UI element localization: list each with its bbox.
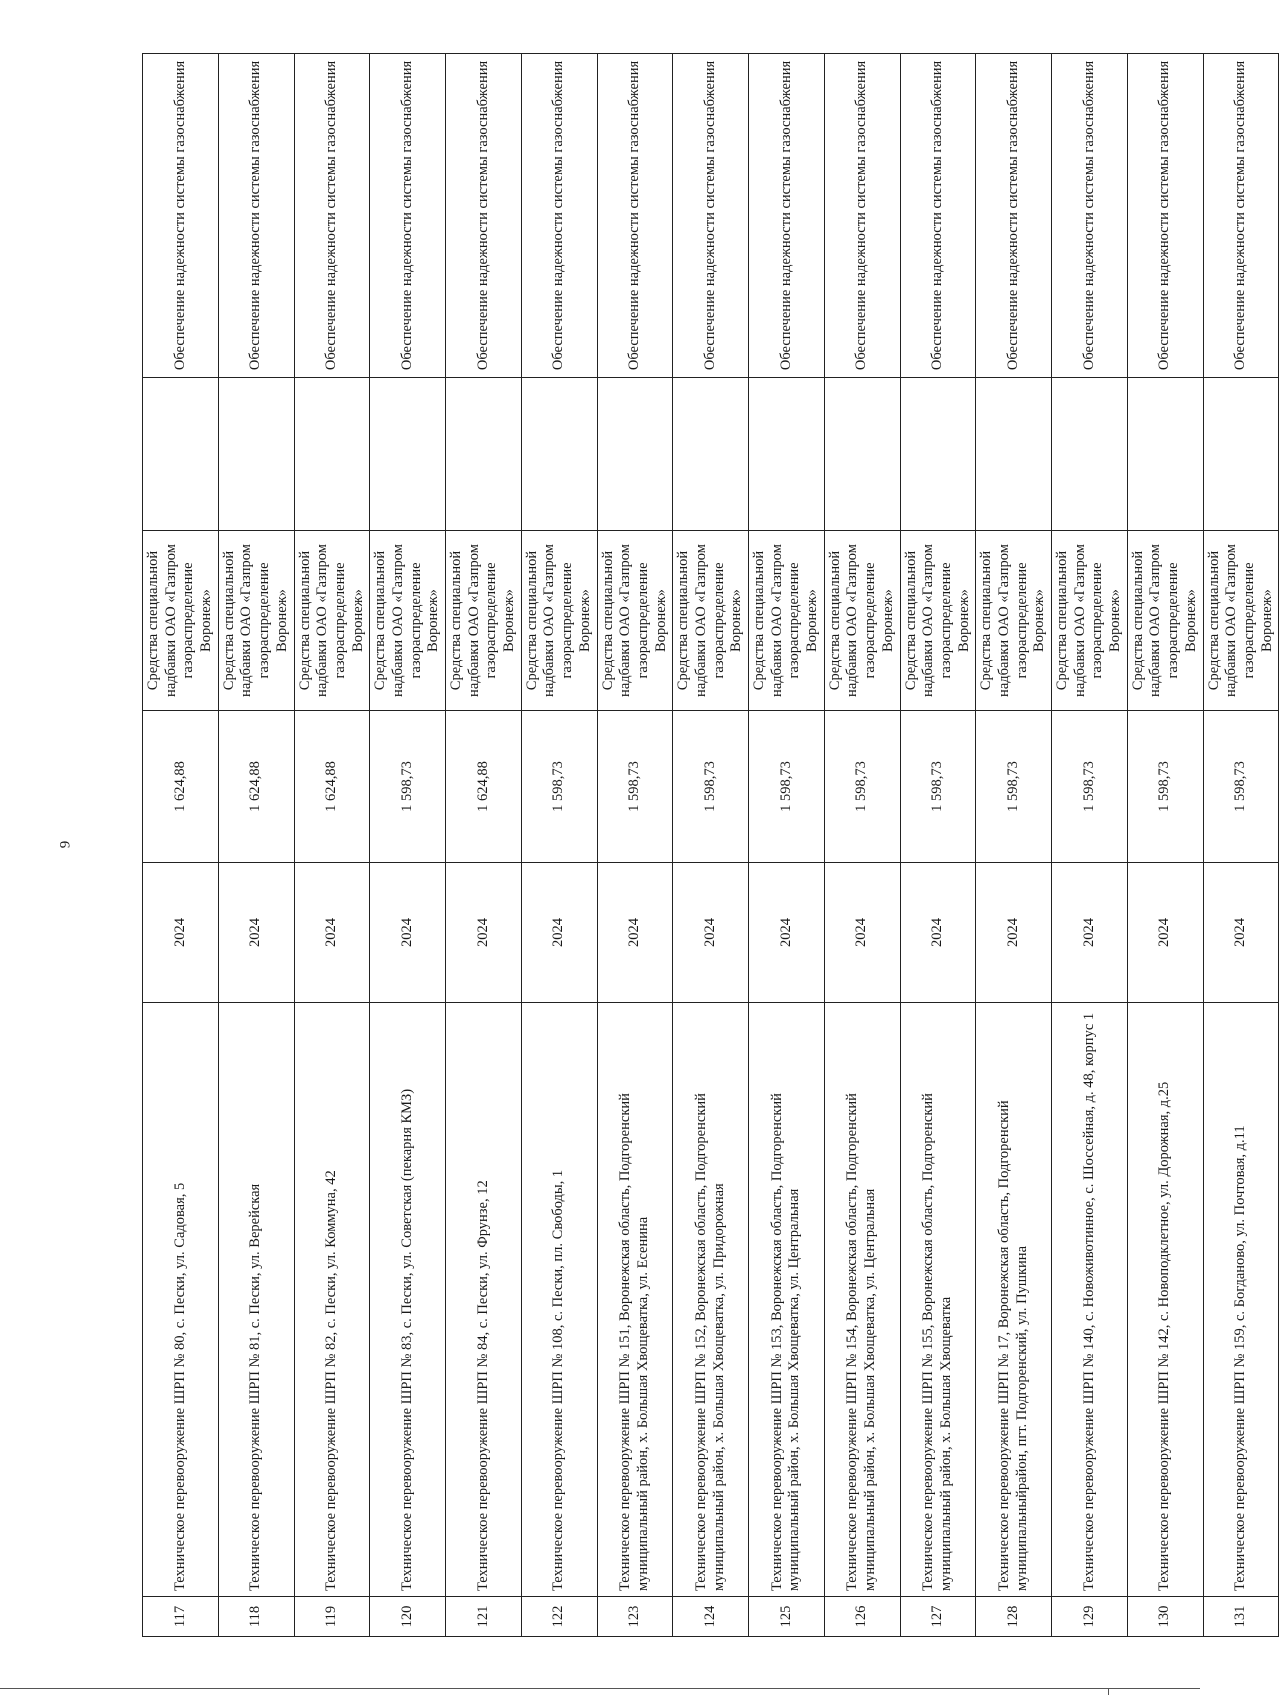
table-row <box>1127 54 1203 1637</box>
cell-blank <box>1203 378 1279 531</box>
cell-amt: 1 624,88 <box>218 711 294 863</box>
cell-purp: Обеспечение надежности системы газоснабжения <box>446 54 522 378</box>
table-row <box>446 54 522 1637</box>
cell-purp: Обеспечение надежности системы газоснабжения <box>824 54 900 378</box>
cell-src: Средства специальной надбавки ОАО «Газпром газораспределение Воронеж» <box>446 531 522 711</box>
cell-num: 131 <box>1203 1597 1279 1637</box>
table-row <box>521 54 597 1637</box>
table-row <box>1052 54 1128 1637</box>
table-row <box>143 54 219 1637</box>
cell-num: 125 <box>749 1597 825 1637</box>
cell-blank <box>521 378 597 531</box>
cell-amt: 1 598,73 <box>1203 711 1279 863</box>
table-body <box>143 54 1279 1637</box>
cell-num: 126 <box>824 1597 900 1637</box>
cell-blank <box>143 378 219 531</box>
table-row <box>597 54 673 1637</box>
cell-amt: 1 598,73 <box>370 711 446 863</box>
cell-blank <box>597 378 673 531</box>
cell-blank <box>294 378 370 531</box>
cell-purp: Обеспечение надежности системы газоснабжения <box>900 54 976 378</box>
cell-desc: Техническое перевооружение ШРП № 80, с. Пески, ул. Садовая, 5 <box>143 1003 219 1597</box>
cell-desc: Техническое перевооружение ШРП № 140, с. Новоживотинное, с. Шоссейная, д. 48, корпус 1 <box>1052 1003 1128 1597</box>
cell-purp: Обеспечение надежности системы газоснабжения <box>370 54 446 378</box>
cell-desc: Техническое перевооружение ШРП № 142, с. Новоподклетное, ул. Дорожная, д.25 <box>1127 1003 1203 1597</box>
cell-purp: Обеспечение надежности системы газоснабжения <box>673 54 749 378</box>
cell-num: 120 <box>370 1597 446 1637</box>
cell-amt: 1 598,73 <box>749 711 825 863</box>
cell-year: 2024 <box>370 863 446 1003</box>
cell-num: 121 <box>446 1597 522 1637</box>
page-number: 9 <box>57 840 74 849</box>
cell-src: Средства специальной надбавки ОАО «Газпром газораспределение Воронеж» <box>1127 531 1203 711</box>
cell-blank <box>976 378 1052 531</box>
cell-src: Средства специальной надбавки ОАО «Газпром газораспределение Воронеж» <box>749 531 825 711</box>
cell-blank <box>446 378 522 531</box>
cell-src: Средства специальной надбавки ОАО «Газпром газораспределение Воронеж» <box>143 531 219 711</box>
cell-num: 119 <box>294 1597 370 1637</box>
cell-year: 2024 <box>1052 863 1128 1003</box>
table-row <box>749 54 825 1637</box>
cell-desc: Техническое перевооружение ШРП № 82, с. Пески, ул. Коммуна, 42 <box>294 1003 370 1597</box>
cell-amt: 1 598,73 <box>1127 711 1203 863</box>
cell-purp: Обеспечение надежности системы газоснабжения <box>1052 54 1128 378</box>
cell-amt: 1 598,73 <box>597 711 673 863</box>
table-row <box>673 54 749 1637</box>
table-row <box>1203 54 1279 1637</box>
cell-year: 2024 <box>446 863 522 1003</box>
cell-num: 129 <box>1052 1597 1128 1637</box>
cell-purp: Обеспечение надежности системы газоснабжения <box>1127 54 1203 378</box>
cell-amt: 1 624,88 <box>294 711 370 863</box>
cell-blank <box>749 378 825 531</box>
cell-src: Средства специальной надбавки ОАО «Газпром газораспределение Воронеж» <box>673 531 749 711</box>
cell-desc: Техническое перевооружение ШРП № 152, Воронежская область, Подгоренский муниципальный район, х. Большая Хвощеватка, ул. Придорожная <box>673 1003 749 1597</box>
cell-year: 2024 <box>900 863 976 1003</box>
cell-amt: 1 598,73 <box>976 711 1052 863</box>
cell-blank <box>824 378 900 531</box>
cell-desc: Техническое перевооружение ШРП № 81, с. Пески, ул. Верейская <box>218 1003 294 1597</box>
cell-amt: 1 598,73 <box>1052 711 1128 863</box>
cell-purp: Обеспечение надежности системы газоснабжения <box>976 54 1052 378</box>
table-rotation-wrapper <box>142 54 1275 1637</box>
cell-year: 2024 <box>673 863 749 1003</box>
cell-year: 2024 <box>597 863 673 1003</box>
cell-blank <box>673 378 749 531</box>
cell-blank <box>218 378 294 531</box>
cell-amt: 1 624,88 <box>446 711 522 863</box>
cell-src: Средства специальной надбавки ОАО «Газпром газораспределение Воронеж» <box>370 531 446 711</box>
cell-desc: Техническое перевооружение ШРП № 151, Воронежская область, Подгоренский муниципальный район, х. Большая Хвощеватка, ул. Есенина <box>597 1003 673 1597</box>
cell-desc: Техническое перевооружение ШРП № 154, Воронежская область, Подгоренский муниципальный район, х. Большая Хвощеватка, ул. Центральная <box>824 1003 900 1597</box>
table-row <box>370 54 446 1637</box>
cell-purp: Обеспечение надежности системы газоснабжения <box>143 54 219 378</box>
cell-amt: 1 598,73 <box>521 711 597 863</box>
cell-amt: 1 598,73 <box>824 711 900 863</box>
cell-desc: Техническое перевооружение ШРП № 155, Воронежская область, Подгоренский муниципальный район, х. Большая Хвощеватка <box>900 1003 976 1597</box>
rotated-table-frame <box>142 54 1275 1637</box>
footer-tick <box>1108 1688 1109 1695</box>
cell-purp: Обеспечение надежности системы газоснабжения <box>294 54 370 378</box>
cell-desc: Техническое перевооружение ШРП № 159, с. Богданово, ул. Почтовая, д.11 <box>1203 1003 1279 1597</box>
cell-num: 117 <box>143 1597 219 1637</box>
cell-src: Средства специальной надбавки ОАО «Газпром газораспределение Воронеж» <box>1052 531 1128 711</box>
table-row <box>218 54 294 1637</box>
cell-year: 2024 <box>143 863 219 1003</box>
cell-blank <box>1052 378 1128 531</box>
cell-amt: 1 598,73 <box>900 711 976 863</box>
cell-amt: 1 598,73 <box>673 711 749 863</box>
cell-num: 118 <box>218 1597 294 1637</box>
table-row <box>976 54 1052 1637</box>
cell-num: 122 <box>521 1597 597 1637</box>
cell-src: Средства специальной надбавки ОАО «Газпром газораспределение Воронеж» <box>294 531 370 711</box>
cell-year: 2024 <box>218 863 294 1003</box>
cell-purp: Обеспечение надежности системы газоснабжения <box>521 54 597 378</box>
cell-year: 2024 <box>976 863 1052 1003</box>
cell-src: Средства специальной надбавки ОАО «Газпром газораспределение Воронеж» <box>1203 531 1279 711</box>
cell-desc: Техническое перевооружение ШРП № 83, с. Пески, ул. Советская (пекарня КМЗ) <box>370 1003 446 1597</box>
cell-blank <box>370 378 446 531</box>
cell-year: 2024 <box>1127 863 1203 1003</box>
cell-desc: Техническое перевооружение ШРП № 17, Воронежская область, Подгоренский муниципальныйрайон, пгт. Подгоренский, ул. Пушкина <box>976 1003 1052 1597</box>
cell-purp: Обеспечение надежности системы газоснабжения <box>1203 54 1279 378</box>
cell-src: Средства специальной надбавки ОАО «Газпром газораспределение Воронеж» <box>976 531 1052 711</box>
cell-purp: Обеспечение надежности системы газоснабжения <box>749 54 825 378</box>
cell-desc: Техническое перевооружение ШРП № 108, с. Пески, пл. Свободы, 1 <box>521 1003 597 1597</box>
footer-rule <box>0 1688 1200 1689</box>
cell-blank <box>900 378 976 531</box>
table-row <box>824 54 900 1637</box>
cell-purp: Обеспечение надежности системы газоснабжения <box>218 54 294 378</box>
cell-src: Средства специальной надбавки ОАО «Газпром газораспределение Воронеж» <box>900 531 976 711</box>
cell-num: 123 <box>597 1597 673 1637</box>
cell-desc: Техническое перевооружение ШРП № 84, с. Пески, ул. Фрунзе, 12 <box>446 1003 522 1597</box>
cell-src: Средства специальной надбавки ОАО «Газпром газораспределение Воронеж» <box>521 531 597 711</box>
cell-year: 2024 <box>294 863 370 1003</box>
cell-purp: Обеспечение надежности системы газоснабжения <box>597 54 673 378</box>
cell-src: Средства специальной надбавки ОАО «Газпром газораспределение Воронеж» <box>218 531 294 711</box>
cell-year: 2024 <box>1203 863 1279 1003</box>
cell-blank <box>1127 378 1203 531</box>
table-row <box>900 54 976 1637</box>
cell-src: Средства специальной надбавки ОАО «Газпром газораспределение Воронеж» <box>597 531 673 711</box>
cell-num: 127 <box>900 1597 976 1637</box>
cell-num: 130 <box>1127 1597 1203 1637</box>
cell-num: 128 <box>976 1597 1052 1637</box>
cell-year: 2024 <box>749 863 825 1003</box>
cell-num: 124 <box>673 1597 749 1637</box>
table-row <box>294 54 370 1637</box>
cell-amt: 1 624,88 <box>143 711 219 863</box>
cell-year: 2024 <box>824 863 900 1003</box>
projects-table <box>142 53 1279 1637</box>
cell-src: Средства специальной надбавки ОАО «Газпром газораспределение Воронеж» <box>824 531 900 711</box>
cell-desc: Техническое перевооружение ШРП № 153, Воронежская область, Подгоренский муниципальный район, х. Большая Хвощеватка, ул. Центральная <box>749 1003 825 1597</box>
cell-year: 2024 <box>521 863 597 1003</box>
